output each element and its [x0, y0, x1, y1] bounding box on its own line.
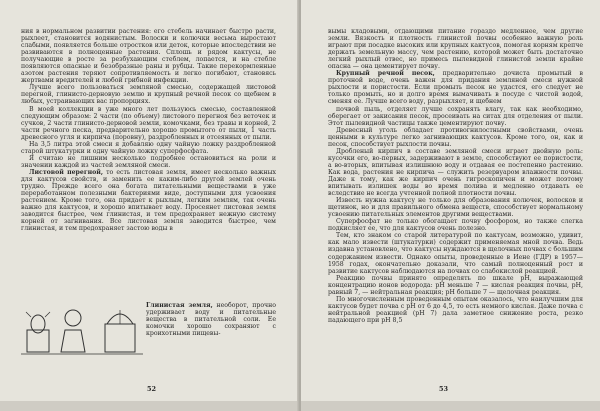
page-edge: [0, 401, 299, 411]
section-text: необорот, прочно удерживает воду и питательные вещества в питательной соли. Ее комочки хорошо сохраняют с кроихотными пищевы-: [146, 302, 276, 338]
page-number: 53: [439, 385, 449, 393]
right-page: [301, 0, 600, 411]
illustration: [21, 302, 143, 360]
section-text: то есть листовая земля, имеет несколько важных для кактусов свойств, и заменить ее каким-либо другой землей очень трудно. Прежде всего она богата питательными веществами в уже переработанном полезными бактериями виде, доступными для усвоения растением. Кроме того, она придает к рыхлым, легким землям, так очень важно для кактусов, и хорошо впитывает воду. Просеянет листовая земля заводится быстрее, чем глинистая, и тем предохраняет нежную систему корней от загнивания. Все листовая земля заводится быстрее, чем глинистая, и тем предохраняет застою воды в: [21, 168, 276, 233]
paragraph: В моей коллекции в уже много лет пользуюсь смесью, составленной следующим образом: 2 части (по объему) листового перегноя без веточек и сучков, 2 части глинисто-дерновой земли, комочками, без травы и корней, 2 части речного песка, предварительно хорошо промытого от пыли, 1 часть древесного угля и кирпича (поровну), раздробленных и отсеянных от пыли.: [21, 105, 276, 141]
potted-cactus-illustration: [21, 302, 143, 360]
paragraph-sand: [328, 70, 583, 105]
left-page-text: [21, 28, 276, 232]
paragraph: Тем, кто знаком со старой литературой по кактусам, возможно, удивит, как мало извести (штукатурки) содержит применяемая мной почва. Ведь издавна установлено, что кактусы нуждаются в щелочных почвах с большим содержанием извести. Однако опыты, проведенные в Иене (ГДР) в 1957—1958 годах, окончательно доказали, что самый полноценный рост и развитие кактусов наблюдаются на почвах со слабокислой реакцией.: [328, 232, 583, 275]
section-heading: Крупный речной песок,: [336, 70, 435, 78]
paragraph: Известь нужна кактусу не только для образования колючек, волосков и щетинок, но и для правильного обмена веществ, способствует нормальному усвоению питательных элементов другими веществами.: [328, 197, 583, 219]
left-page-side-text: [146, 302, 276, 337]
right-page-text: [328, 28, 583, 324]
paragraph: ния в нормальном развитии растения: его стебель начинает быстро расти, рыхлеет, становится водянистым. Волоски и колючки весьма выростают слабыми, появляется больше отростков или деток, которые впоследствии не развиваются в полноценные растения. Сплошь и рядом кактусы, не получающие в росте за резбухающим стеблем, лопается, и на стебле появляются опасные и безобразные раны и рубцы. Такие перекормленные азотом растения теряют сопротивляемость и легко погибают, становясь жертвами вредителей и любой грибной инфекции.: [21, 28, 276, 85]
page-number: 52: [147, 385, 157, 393]
paragraph: Реакцию почвы принято определять по шкале рН, выражающей концентрацию ионов водорода: рН меньше 7 — кислая реакция почвы, рН, равный 7, — нейтральная реакция; рН больше 7 — щелочная реакция.: [328, 274, 583, 296]
section-heading: Листовой перегной,: [29, 168, 104, 176]
paragraph: почвой пыль, отделяет лучше сохранять влагу, так как необходимо, оберегает от закисания песок, просеивать на ситах для отделения от пыли. Этот пылевидной частицы также цементируют почву.: [328, 105, 583, 127]
paragraph: Древесный уголь обладает противогнилостными свойствами, очень ценными в культуре легко загнивающих кактусов. Кроме того, он, как и песок, способствует рыхлости почвы.: [328, 126, 583, 148]
paragraph: Я считаю не лишним несколько подробнее остановиться на роли и значении каждой из частей земляной смеси.: [21, 154, 276, 169]
paragraph: вымы кладовыми, отдающими питание гораздо медленнее, чем другие земли. Вязкость и плотность глинистой почвы особенно важную роль играют при посадке высоких или крупных кактусов, помогая корням крепче держать земельную массу, чем растению, которой может быть достаточно легкий рыхлый отвес, но примесь пылевидной глинистой земли крайне опасна — она цементирует почву.: [328, 28, 583, 71]
page-edge: [301, 401, 600, 411]
paragraph-leaf-humus: [21, 169, 276, 232]
left-page: [0, 0, 299, 411]
paragraph: Дробленый кирпич в составе земляной смеси играет двойную роль: кусочки его, во-первых, задерживают в земле, способствуют ее пористости, а во-вторых, впитывая излишнюю воду и отдавая ее постепенно растению. Как вода, растения не кирпича — служить резервуаром влажности почвы. Даже к тому, как же кирпич очень гигроскопичен и может поэтому впитывать излишек воды во время полива и медленно отдавать ее вследствие не всегда учтенной полной плотности почвы.: [328, 147, 583, 198]
paragraph: Суперфосфат не только обогащает почву фосфором, но также слегка подкисляет ее, что для кактусов очень полезно.: [328, 218, 583, 233]
section-heading: Глинистая земля,: [146, 302, 213, 309]
section-text: предварительно дочиста промытый в проточной воде, очень важен для придания земляной смеси нужной рыхлости и пористости. Если промыть песок не удастся, его следует не только промыть, но и долго время вымачивать в посуде с чистой водой, сменяя ее. Лучше всего воду, разрыхляет, и щебнем: [328, 70, 583, 106]
paragraph-clay: [146, 302, 276, 337]
paragraph: Лучше всего пользоваться земляной смесью, содержащей листовой перегной, глинисто-дерновую землю и крупный речной песок со щебнем в любых, устраивающих вас пропорциях.: [21, 84, 276, 106]
paragraph: На 3,5 литра этой смеси я добавляю одну чайную ложку раздробленной старой штукатурки и одну чайную ложку суперфосфата.: [21, 140, 276, 155]
paragraph: По многочисленным проведенным опытам оказалось, что наилучшим для кактусов будет почва с рН от 6 до 4,5, то есть немного кислая. Даже почва с нейтральной реакцией (рН 7) дала заметное снижение роста, резко падающего при рН 8,5: [328, 295, 583, 324]
